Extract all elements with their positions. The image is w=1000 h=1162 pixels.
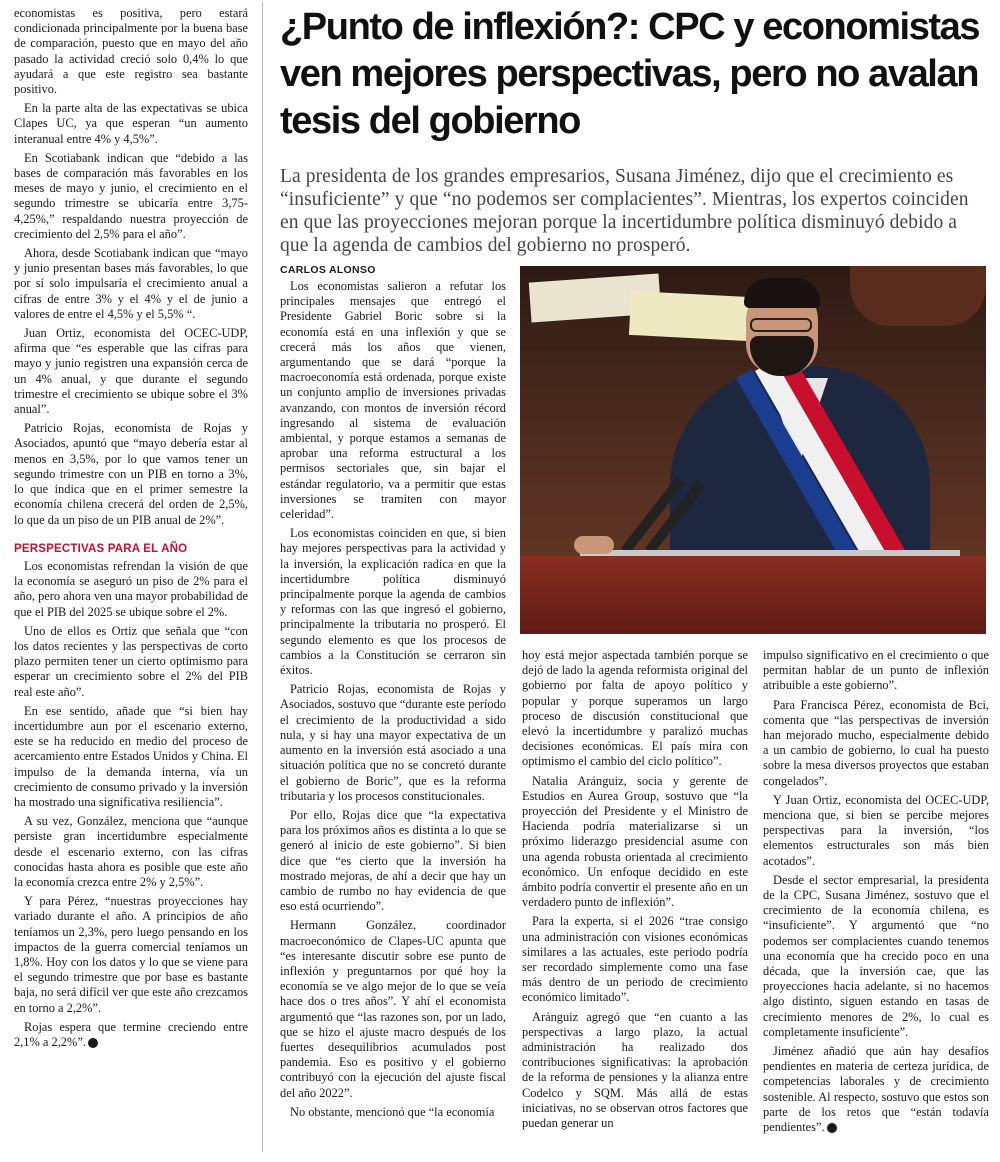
- column-divider: [262, 2, 263, 1152]
- article-paragraph: Los economistas salieron a refutar los principales mensajes que entregó el Presidente Gabriel Boric sobre si la economía está en una inflexión y que se crecerá más los años que vienen, argumentando que se dará “porque la macroeconomía está ordenada, porque existe un conjunto amplio de inversiones privadas avanzando, con montos de inversión récord ingresando al sistema de evaluación ambiental, y porque estamos a semanas de aprobar una reforma estructural a los permisos sectoriales que, sin bajar el estándar regulatorio, va a permitir que estas inversiones se tramiten con mayor celeridad”.: [280, 279, 506, 522]
- headline: ¿Punto de inflexión?: CPC y economistas ven mejores perspectivas, pero no avalan tesis del gobierno: [280, 6, 980, 142]
- article-deck: La presidenta de los grandes empresarios, Susana Jiménez, dijo que el crecimiento es “insuficiente” y que “no podemos ser complacientes”. Mientras, los expertos coinciden en que las proyecciones mejoran porque la incertidumbre política disminuyó debido a que la agenda de cambios del gobierno no prosperó.: [280, 166, 969, 256]
- article-column-1: [280, 279, 506, 1124]
- article-paragraph: Por ello, Rojas dice que “la expectativa para los próximos años es distinta a lo que se generó al inicio de este gobierno”. Si bien dice que “es cierto que la inversión ha mostrado mejoras, de ahí a decir que hay un cambio de rumbo no hay evidencia de que eso está ocurriendo”.: [280, 807, 506, 914]
- article-paragraph: Natalia Aránguiz, socia y gerente de Estudios en Aurea Group, sostuvo que “la proyección del Presidente y el Ministro de Hacienda podría materializarse si un próximo liderazgo presidencial asume con una agenda robusta orientada al crecimiento económico. Un enfoque decidido en este ámbito podría convertir el presente año en un verdadero punto de inflexión”.: [522, 773, 748, 910]
- article-column-2: [522, 648, 748, 1135]
- article-paragraph: Patricio Rojas, economista de Rojas y Asociados, sostuvo que “durante este período el crecimiento de la productividad a sido nula, y si hay una mayor expectativa de un aumento en la inversión está asociado a una situación política que no se concretó durante el gobierno de Boric”, que es la reforma tributaria y los procesos constitucionales.: [280, 682, 506, 803]
- article-paragraph: hoy está mejor aspectada también porque se dejó de lado la agenda reformista original del gobierno por falta de apoyo político y popular y porque superamos un largo proceso de discusión constitucional que elevó la incertidumbre y paralizó muchas decisiones económicas. El país mira con optimismo el cambio del ciclo político”.: [522, 648, 748, 769]
- photo-papers: [629, 291, 751, 341]
- byline: CARLOS ALONSO: [280, 264, 376, 276]
- president-speaking-photo: [520, 266, 986, 634]
- left-paragraph: Los economistas refrendan la visión de que la economía se aseguró un piso de 2% para el año, pero ahora ven una mayor probabilidad de que el PIB del 2025 se ubique sobre el 2%.: [14, 558, 248, 619]
- photo-background-figure: [850, 266, 986, 326]
- article-paragraph: Para la experta, si el 2026 “trae consigo una administración con visiones económicas similares a las actuales, este periodo podría ser recordado simplemente como una fase más dentro de un periodo de crecimiento económico limitado”.: [522, 914, 748, 1005]
- article-paragraph: Para Francisca Pérez, economista de Bci, comenta que “las perspectivas de inversión han mejorado mucho, especialmente debido a un cambio de gobierno, lo cual ha puesto sobre la mesa diversos proyectos que estaban congelados”.: [763, 697, 989, 788]
- article-paragraph: Desde el sector empresarial, la presidenta de la CPC, Susana Jiménez, sostuvo que el crecimiento de la economía chilena, es “insuficiente”. Y argumentó que “no podemos ser complacientes cuando tenemos una economía que ha crecido poco en una década, que la inversión cae, que las proyecciones hacia adelante, si no hacemos algo distinto, siguen estando en tasas de crecimiento menores de 2%, lo cual es completamente insuficiente”.: [763, 872, 989, 1039]
- article-paragraph: Los economistas coinciden en que, si bien hay mejores perspectivas para la actividad y la inversión, la explicación radica en que la incertidumbre política disminuyó principalmente porque la agenda de cambios y reformas con las que ingresó el gobierno, principalmente la tributaria no prosperó. El segundo elemento es que los procesos de cambios a la Constitución se cerraron sin éxitos.: [280, 526, 506, 678]
- article-paragraph: Y Juan Ortiz, economista del OCEC-UDP, menciona que, si bien se percibe mejores perspectivas para la inversión, “los elementos estructurales son más bien acotados”.: [763, 792, 989, 868]
- left-paragraph: Y para Pérez, “nuestras proyecciones hay variado durante el año. A principios de año teníamos un 2,3%, pero luego pensando en los impactos de la guerra comercial teníamos un 1,8%. Hoy con los datos y lo que se viene para el segundo trimestre que por base es bastante baja, no será difícil ver que este año crezcamos en torno a 2,2%”.: [14, 894, 248, 1015]
- left-article-column: [14, 6, 248, 1054]
- photo-speaker-glasses: [750, 318, 812, 332]
- end-mark-icon: P: [88, 1038, 98, 1048]
- article-paragraph: Aránguiz agregó que “en cuanto a las perspectivas a largo plazo, la actual administración ha realizado dos contribuciones significativas: la aprobación de la reforma de pensiones y la alianza entre Codelco y SQM. Más allá de estas iniciativas, no se observan otros factores que puedan generar un: [522, 1009, 748, 1131]
- left-paragraph: Patricio Rojas, economista de Rojas y Asociados, apuntó que “mayo debería estar al menos en 3,5%, por lo que vamos tener un segundo trimestre con un PIB en torno a 3%, lo que indica que en el primer semestre la economía chilena crecerá del orden de 2,5%, lo que da un piso de un PIB anual de 2%”.: [14, 421, 248, 527]
- article-paragraph: No obstante, mencionó que “la economía: [290, 1104, 495, 1119]
- left-paragraph: En ese sentido, añade que “si bien hay incertidumbre aun por el escenario externo, este se ha reducido en medio del proceso de acercamiento entre Estados Unidos y China. El impulso de la demanda interna, vía un crecimiento de consumo privado y la inversión ha mostrado una significativa resiliencia”.: [14, 703, 248, 809]
- left-paragraph: economistas es positiva, pero estará condicionada principalmente por la buena base de comparación, puesto que en mayo del año pasado la actividad creció solo 0,4% lo que ayudará a que este registro sea bastante positivo.: [14, 6, 248, 97]
- section-subhead: PERSPECTIVAS PARA EL AÑO: [14, 542, 188, 555]
- article-paragraph: impulso significativo en el crecimiento o que permitan hablar de un punto de inflexión atribuible a este gobierno”.: [763, 648, 989, 693]
- left-paragraph: En la parte alta de las expectativas se ubica Clapes UC, ya que esperan “un aumento interanual entre 4% y 4,5%”.: [14, 101, 248, 146]
- left-paragraph: Juan Ortiz, economista del OCEC-UDP, afirma que “es esperable que las cifras para mayo y junio registren una expansión cerca de un 4% anual, y que durante el segundo trimestre el crecimiento se ubique sobre el 3% anual”.: [14, 326, 248, 417]
- article-closing-paragraph: Jiménez añadió que aún hay desafíos pendientes en materia de certeza jurídica, de competencias laborales y de crecimiento sostenible. Al respecto, sostuvo que estos son parte de los retos que “están todavía pendientes”. P: [763, 1044, 989, 1135]
- left-paragraph: A su vez, González, menciona que “aunque persiste gran incertidumbre especialmente desde el escenario externo, con las cifras conocidas hasta ahora es posible que este año la economía crezca entre 2% y 2,5%”.: [14, 814, 248, 889]
- left-paragraph: Uno de ellos es Ortiz que señala que “con los datos recientes y las perspectivas de corto plazo permiten tener un cierto optimismo para esperar un crecimiento sobre el 2% del PIB real este año”.: [14, 623, 248, 699]
- left-paragraph: En Scotiabank indican que “debido a las bases de comparación más favorables en los meses de mayo y junio, el crecimiento en el segundo trimestre se ubicaría entre 3,75-4,25%,” respaldando nuestra proyección de crecimiento del 2,5% para el año”.: [14, 150, 248, 241]
- photo-speaker-hair: [744, 278, 820, 308]
- article-paragraph: Hermann González, coordinador macroeconómico de Clapes-UC apunta que “es interesante discutir sobre ese punto de inflexión y preguntarnos por qué hoy la economía se ve algo mejor de lo que se veía hace dos o tres años”. Y ahí el economista argumentó que “las razones son, por un lado, que se hizo el ajuste macro después de los fuertes desequilibrios acumulados post pandemia. Eso es positivo y el gobierno contribuyó con la ejecución del ajuste fiscal del año 2022”.: [280, 918, 506, 1100]
- end-mark-icon: P: [827, 1123, 837, 1133]
- left-closing-paragraph: Rojas espera que termine creciendo entre 2,1% a 2,2%”. P: [14, 1019, 248, 1049]
- photo-podium: [520, 556, 986, 634]
- article-column-3: [763, 648, 989, 1139]
- left-paragraph: Ahora, desde Scotiabank indican que “mayo y junio presentan bases más favorables, lo que por sí solo impulsaría el crecimiento anual a cifras de entre 3% y el 4% y el de junio a valores de entre el 4,5% y el 5,5% “.: [14, 246, 248, 321]
- photo-speaker-hand: [574, 536, 614, 554]
